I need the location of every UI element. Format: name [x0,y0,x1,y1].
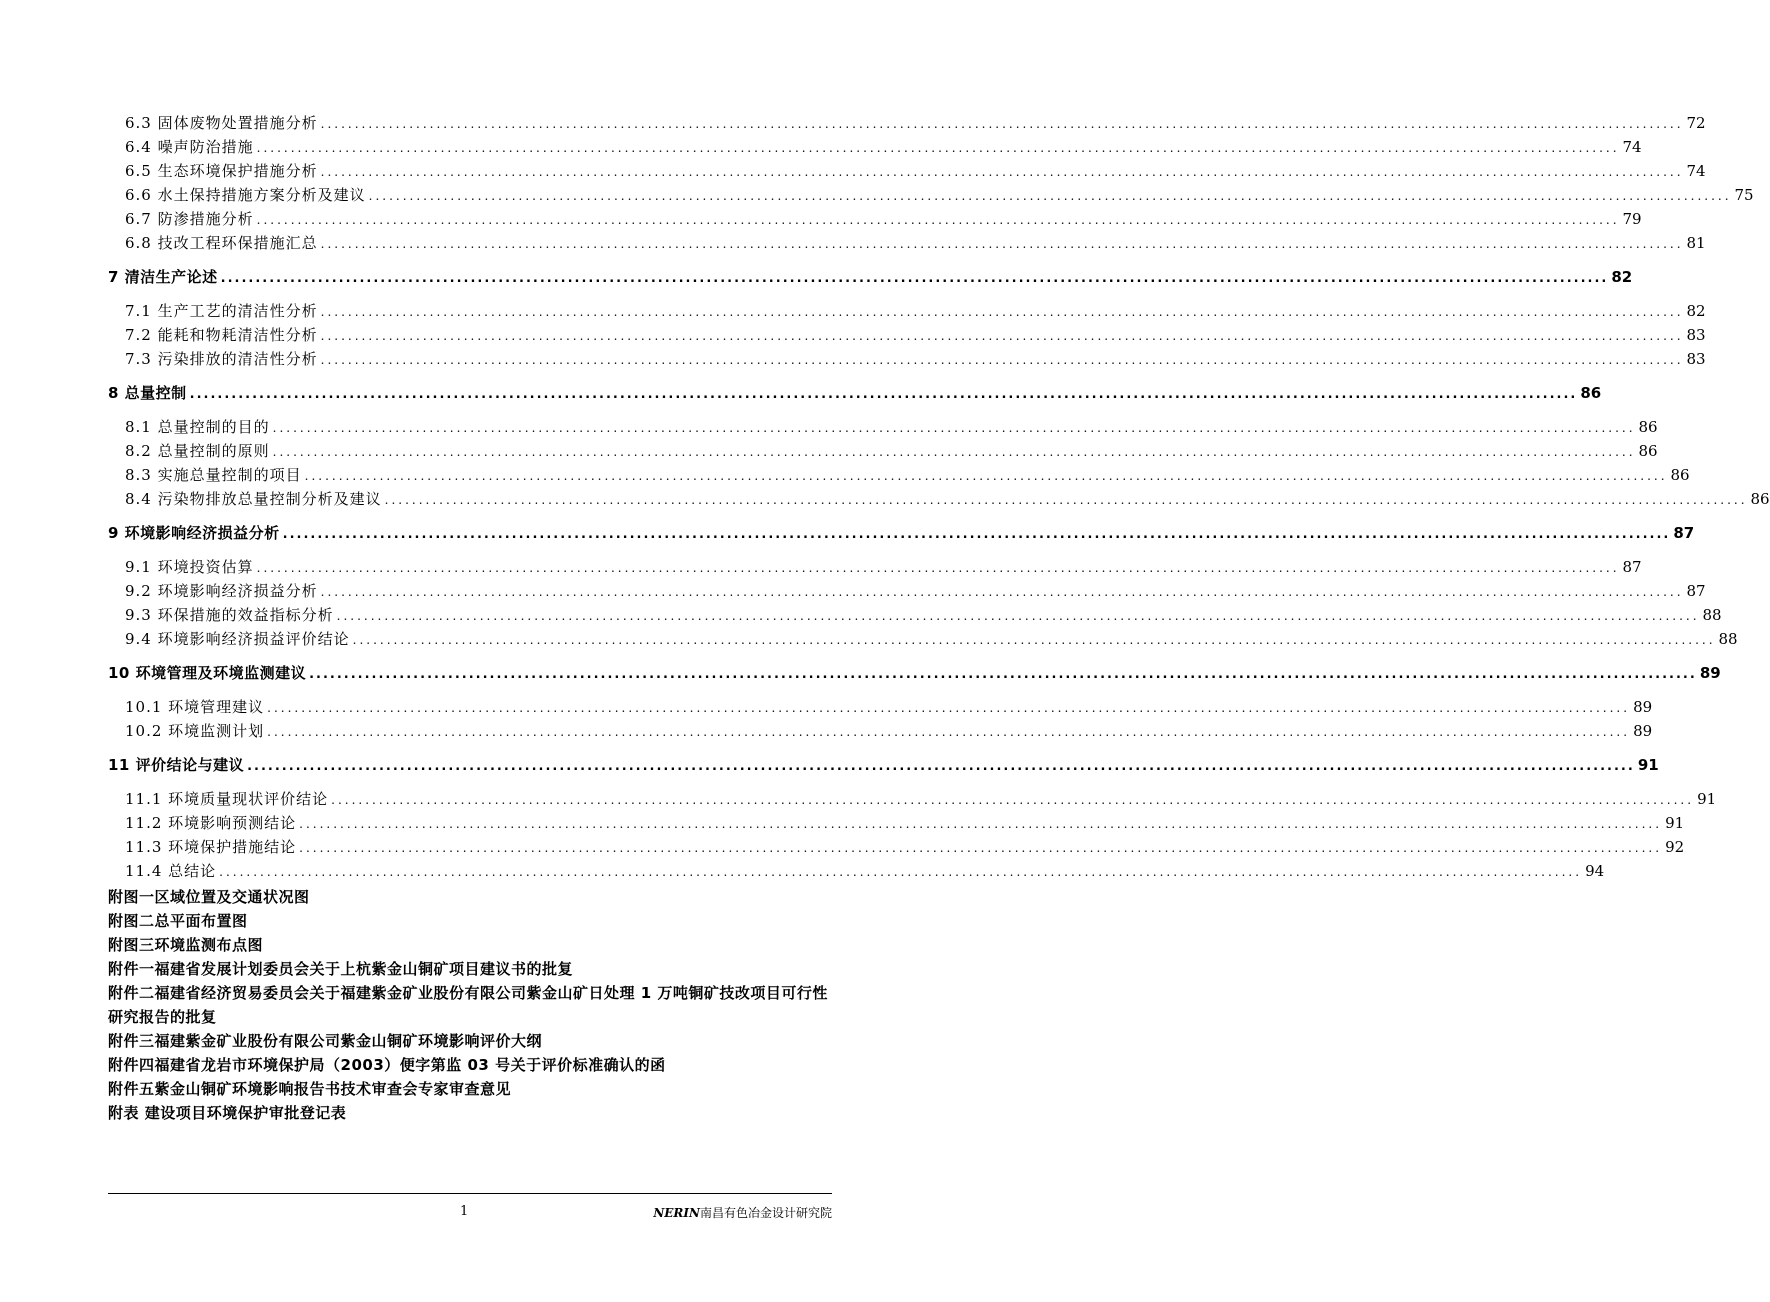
toc-section-entry[interactable] [108,811,1685,835]
toc-entry-title: 6.6 水土保持措施方案分析及建议 [125,186,366,204]
toc-leader-dots: ........................................................................................................................................................................................................ [220,271,1609,286]
toc-section-entry[interactable] [108,627,1738,651]
toc-leader-dots: ........................................................................................................................................................................................................ [320,165,1684,179]
toc-chapter-entry[interactable] [108,661,1721,685]
toc-leader-dots: ........................................................................................................................................................................................................ [299,817,1663,831]
toc-entry-page: 74 [1622,138,1642,156]
toc-entry-page: 83 [1686,326,1706,344]
toc-entry-title: 7.1 生产工艺的清洁性分析 [125,302,318,320]
toc-entry-page: 91 [1697,790,1717,808]
appendix-item[interactable]: 附件五紫金山铜矿环境影响报告书技术审查会专家审查意见 [108,1080,512,1098]
toc-entry-title: 9 环境影响经济损益分析 [108,524,280,542]
toc-chapter-entry[interactable] [108,521,1695,545]
toc-section-entry[interactable] [108,299,1706,323]
appendix-item[interactable]: 附表 建设项目环境保护审批登记表 [108,1104,347,1122]
table-of-contents [108,111,1770,1125]
toc-entry-title: 6.8 技改工程环保措施汇总 [125,234,318,252]
toc-entry-page: 83 [1686,350,1706,368]
toc-entry-page: 92 [1665,838,1685,856]
toc-section-entry[interactable] [108,555,1642,579]
toc-entry-title: 6.7 防渗措施分析 [125,210,254,228]
toc-entry-page: 87 [1622,558,1642,576]
toc-entry-title: 8.4 污染物排放总量控制分析及建议 [125,490,382,508]
toc-leader-dots: ........................................................................................................................................................................................................ [320,353,1684,367]
appendix-item[interactable]: 附件二福建省经济贸易委员会关于福建紫金矿业股份有限公司紫金山矿日处理 1 万吨铜矿技改项目可行性研究报告的批复 [108,984,828,1026]
toc-leader-dots: ........................................................................................................................................................................................................ [282,527,1671,542]
toc-entry-title: 9.2 环境影响经济损益分析 [125,582,318,600]
toc-leader-dots: ........................................................................................................................................................................................................ [256,141,1620,155]
toc-entry-page: 89 [1633,698,1653,716]
toc-entry-title: 10.2 环境监测计划 [125,722,265,740]
toc-entry-title: 6.4 噪声防治措施 [125,138,254,156]
toc-leader-dots: ........................................................................................................................................................................................................ [331,793,1695,807]
toc-section-entry[interactable] [108,347,1706,371]
toc-section-entry[interactable] [108,463,1690,487]
toc-section-entry[interactable] [108,135,1642,159]
toc-entry-page: 88 [1702,606,1722,624]
toc-section-entry[interactable] [108,415,1658,439]
toc-chapter-entry[interactable] [108,265,1633,289]
toc-leader-dots: ........................................................................................................................................................................................................ [189,387,1578,402]
toc-entry-page: 82 [1686,302,1706,320]
toc-section-entry[interactable] [108,111,1706,135]
toc-entry-page: 91 [1637,756,1659,774]
toc-entry-page: 79 [1622,210,1642,228]
toc-entry-page: 87 [1686,582,1706,600]
toc-leader-dots: ........................................................................................................................................................................................................ [309,667,1697,682]
toc-section-entry[interactable] [108,207,1642,231]
toc-entry-title: 11.2 环境影响预测结论 [125,814,297,832]
toc-section-entry[interactable] [108,719,1653,743]
appendix-item[interactable]: 附图一区域位置及交通状况图 [108,888,310,906]
toc-leader-dots: ........................................................................................................................................................................................................ [272,445,1636,459]
toc-entry-page: 86 [1638,418,1658,436]
toc-entry-title: 9.1 环境投资估算 [125,558,254,576]
toc-leader-dots: ........................................................................................................................................................................................................ [352,633,1716,647]
toc-leader-dots: ........................................................................................................................................................................................................ [256,213,1620,227]
toc-section-entry[interactable] [108,231,1706,255]
toc-leader-dots: ........................................................................................................................................................................................................ [320,305,1684,319]
appendix-item[interactable]: 附件一福建省发展计划委员会关于上杭紫金山铜矿项目建议书的批复 [108,960,574,978]
toc-entry-page: 75 [1734,186,1754,204]
footer-divider [108,1193,832,1194]
toc-entry-title: 11.1 环境质量现状评价结论 [125,790,329,808]
toc-section-entry[interactable] [108,159,1706,183]
toc-leader-dots: ........................................................................................................................................................................................................ [247,759,1635,774]
toc-leader-dots: ........................................................................................................................................................................................................ [267,701,1631,715]
toc-entry-page: 86 [1670,466,1690,484]
toc-entry-title: 9.4 环境影响经济损益评价结论 [125,630,350,648]
toc-entry-page: 89 [1633,722,1653,740]
toc-leader-dots: ........................................................................................................................................................................................................ [304,469,1668,483]
toc-leader-dots: ........................................................................................................................................................................................................ [299,841,1663,855]
institute-label [653,1204,832,1221]
brand-logo-text: NERIN [653,1206,700,1220]
toc-entry-page: 91 [1665,814,1685,832]
toc-entry-title: 7.3 污染排放的清洁性分析 [125,350,318,368]
toc-entry-title: 7 清洁生产论述 [108,268,218,286]
toc-entry-title: 11.4 总结论 [125,862,217,880]
toc-entry-page: 94 [1585,862,1605,880]
toc-section-entry[interactable] [108,695,1653,719]
toc-section-entry[interactable] [108,859,1605,883]
page-number: 1 [460,1204,469,1219]
toc-section-entry[interactable] [108,439,1658,463]
toc-entry-title: 10 环境管理及环境监测建议 [108,664,307,682]
toc-entry-title: 8.2 总量控制的原则 [125,442,270,460]
toc-entry-title: 8.3 实施总量控制的项目 [125,466,302,484]
toc-section-entry[interactable] [108,787,1717,811]
toc-chapter-entry[interactable] [108,753,1659,777]
institute-name: 南昌有色冶金设计研究院 [699,1206,832,1220]
toc-section-entry[interactable] [108,603,1722,627]
appendix-item[interactable]: 附图三环境监测布点图 [108,936,264,954]
toc-leader-dots: ........................................................................................................................................................................................................ [320,117,1684,131]
toc-leader-dots: ........................................................................................................................................................................................................ [336,609,1700,623]
toc-section-entry[interactable] [108,835,1685,859]
toc-entry-title: 7.2 能耗和物耗清洁性分析 [125,326,318,344]
toc-entry-page: 89 [1699,664,1721,682]
toc-entry-page: 86 [1580,384,1602,402]
toc-leader-dots: ........................................................................................................................................................................................................ [320,237,1684,251]
toc-chapter-entry[interactable] [108,381,1602,405]
toc-leader-dots: ........................................................................................................................................................................................................ [320,585,1684,599]
toc-entry-page: 86 [1750,490,1770,508]
toc-entry-page: 81 [1686,234,1706,252]
toc-entry-title: 11 评价结论与建议 [108,756,245,774]
toc-leader-dots: ........................................................................................................................................................................................................ [256,561,1620,575]
toc-entry-title: 6.3 固体废物处置措施分析 [125,114,318,132]
toc-leader-dots: ........................................................................................................................................................................................................ [267,725,1631,739]
toc-entry-page: 87 [1673,524,1695,542]
appendix-item[interactable]: 附件四福建省龙岩市环境保护局（2003）便字第监 03 号关于评价标准确认的函 [108,1056,666,1074]
toc-section-entry[interactable] [108,183,1754,207]
appendix-item[interactable]: 附图二总平面布置图 [108,912,248,930]
toc-section-entry[interactable] [108,323,1706,347]
toc-section-entry[interactable] [108,579,1706,603]
toc-entry-title: 8.1 总量控制的目的 [125,418,270,436]
toc-entry-page: 72 [1686,114,1706,132]
toc-entry-title: 11.3 环境保护措施结论 [125,838,297,856]
toc-leader-dots: ........................................................................................................................................................................................................ [219,865,1583,879]
toc-entry-title: 8 总量控制 [108,384,187,402]
toc-entry-page: 88 [1718,630,1738,648]
toc-leader-dots: ........................................................................................................................................................................................................ [272,421,1636,435]
toc-leader-dots: ........................................................................................................................................................................................................ [320,329,1684,343]
toc-leader-dots: ........................................................................................................................................................................................................ [368,189,1732,203]
appendix-item[interactable]: 附件三福建紫金矿业股份有限公司紫金山铜矿环境影响评价大纲 [108,1032,543,1050]
toc-entry-page: 74 [1686,162,1706,180]
appendix-list [108,885,832,1125]
toc-entry-page: 86 [1638,442,1658,460]
toc-section-entry[interactable] [108,487,1770,511]
toc-leader-dots: ........................................................................................................................................................................................................ [384,493,1748,507]
toc-entry-title: 9.3 环保措施的效益指标分析 [125,606,334,624]
toc-entry-title: 6.5 生态环境保护措施分析 [125,162,318,180]
toc-entry-title: 10.1 环境管理建议 [125,698,265,716]
toc-entry-page: 82 [1611,268,1633,286]
